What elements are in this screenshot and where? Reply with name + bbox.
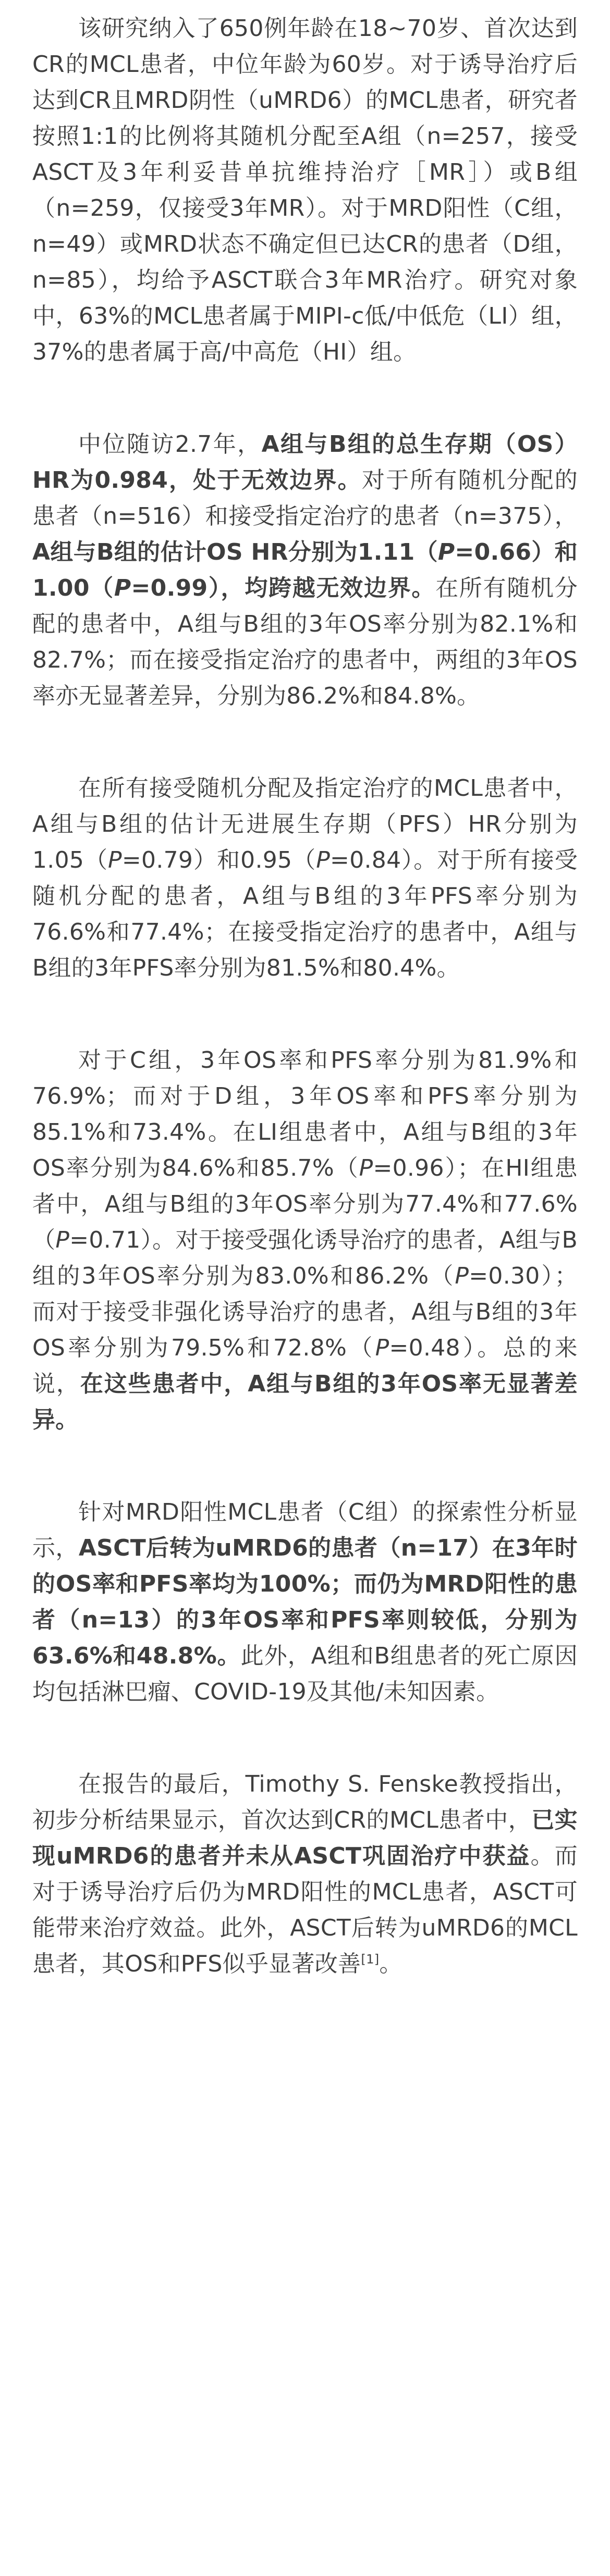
text-run: 。而对于诱导治疗后仍为MRD阳性的MCL患者，ASCT可能带来治疗效益。此外，ASCT后转为uMRD6的MCL患者，其OS和PFS似乎显著改善 xyxy=(32,1843,578,1977)
emphasis-text: P xyxy=(114,575,131,601)
emphasis-text: A组与B组的估计OS HR分别为1.11（ xyxy=(32,539,438,565)
paragraph-mrd-positive-analysis xyxy=(32,1494,578,1710)
citation-ref: [1] xyxy=(361,1952,380,1967)
text-run: 该研究纳入了650例年龄在18~70岁、首次达到CR的MCL患者，中位年龄为60岁。对于诱导治疗后达到CR且MRD阴性（uMRD6）的MCL患者，研究者按照1:1的比例将其随机分配至A组（n=257，接受ASCT及3年利妥昔单抗维持治疗［MR］）或B组（n=259，仅接受3年MR）。对于MRD阳性（C组，n=49）或MRD状态不确定但已达CR的患者（D组，n=85），均给予ASCT联合3年MR治疗。研究对象中，63%的MCL患者属于MIPI-c低/中低危（LI）组，37%的患者属于高/中高危（HI）组。 xyxy=(32,15,578,365)
text-run: 在所有随机分配的患者中，A组与B组的3年OS率分别为82.1%和82.7%；而在接受指定治疗的患者中，两组的3年OS率亦无显著差异，分别为86.2%和84.8%。 xyxy=(32,575,578,709)
emphasis-text: 已实现uMRD6的患者并未从ASCT巩固治疗中获益 xyxy=(32,1807,578,1869)
text-run: 此外，A组和B组患者的死亡原因均包括淋巴瘤、COVID-19及其他/未知因素。 xyxy=(32,1643,578,1705)
emphasis-text: A组与B组的总生存期（OS）HR为0.984，处于无效边界。 xyxy=(32,431,578,494)
text-run: 中位随访2.7年， xyxy=(78,431,262,458)
emphasis-text: 在这些患者中，A组与B组的3年OS率无显著差异。 xyxy=(32,1371,578,1433)
emphasis-text: =0.66）和1.00（ xyxy=(32,539,578,601)
text-run: =0.71）。对于接受强化诱导治疗的患者，A组与B组的3年OS率分别为83.0%和86.2%（ xyxy=(32,1227,578,1289)
paragraph-study-design xyxy=(32,10,578,370)
text-run: P xyxy=(55,1227,70,1253)
text-run: =0.84）。对于所有接受随机分配的患者，A组与B组的3年PFS率分别为76.6%和77.4%；在接受指定治疗的患者中，A组与B组的3年PFS率分别为81.5%和80.4%。 xyxy=(32,847,578,981)
text-run: P xyxy=(108,847,122,873)
emphasis-text: P xyxy=(437,539,455,565)
text-run: P xyxy=(455,1263,469,1289)
text-run: 对于所有随机分配的患者（n=516）和接受指定治疗的患者（n=375）， xyxy=(32,467,578,529)
emphasis-text: ASCT后转为uMRD6的患者（n=17）在3年时的OS率和PFS率均为100%；而仍为MRD阳性的患者（n=13）的3年OS率和PFS率则较低，分别为63.6%和48.8%。 xyxy=(32,1535,578,1669)
paragraph-subgroup-results xyxy=(32,1042,578,1438)
text-run: 在所有接受随机分配及指定治疗的MCL患者中，A组与B组的估计无进展生存期（PFS）HR分别为1.05（ xyxy=(32,775,578,873)
text-run: 对于C组，3年OS率和PFS率分别为81.9%和76.9%；而对于D组，3年OS率和PFS率分别为85.1%和73.4%。在LI组患者中，A组与B组的3年OS率分别为84.6%和85.7%（ xyxy=(32,1047,578,1181)
text-run: P xyxy=(375,1335,389,1361)
text-run: =0.30）；而对于接受非强化诱导治疗的患者，A组与B组的3年OS率分别为79.5%和72.8%（ xyxy=(32,1263,578,1361)
text-run: =0.48）。总的来说， xyxy=(32,1335,578,1397)
text-run: 在报告的最后，Timothy S. Fenske教授指出，初步分析结果显示，首次达到CR的MCL患者中， xyxy=(32,1771,578,1833)
text-run: P xyxy=(359,1155,373,1181)
text-run: 。 xyxy=(379,1951,402,1977)
text-run: 针对MRD阳性MCL患者（C组）的探索性分析显示， xyxy=(32,1499,578,1561)
text-run: P xyxy=(316,847,331,873)
emphasis-text: =0.99），均跨越无效边界。 xyxy=(131,575,436,601)
paragraph-conclusion xyxy=(32,1766,578,1982)
text-run: =0.79）和0.95（ xyxy=(121,847,316,873)
paragraph-os-results xyxy=(32,426,578,714)
paragraph-pfs-results xyxy=(32,770,578,986)
text-run: =0.96）；在HI组患者中，A组与B组的3年OS率分别为77.4%和77.6%（ xyxy=(32,1155,578,1253)
